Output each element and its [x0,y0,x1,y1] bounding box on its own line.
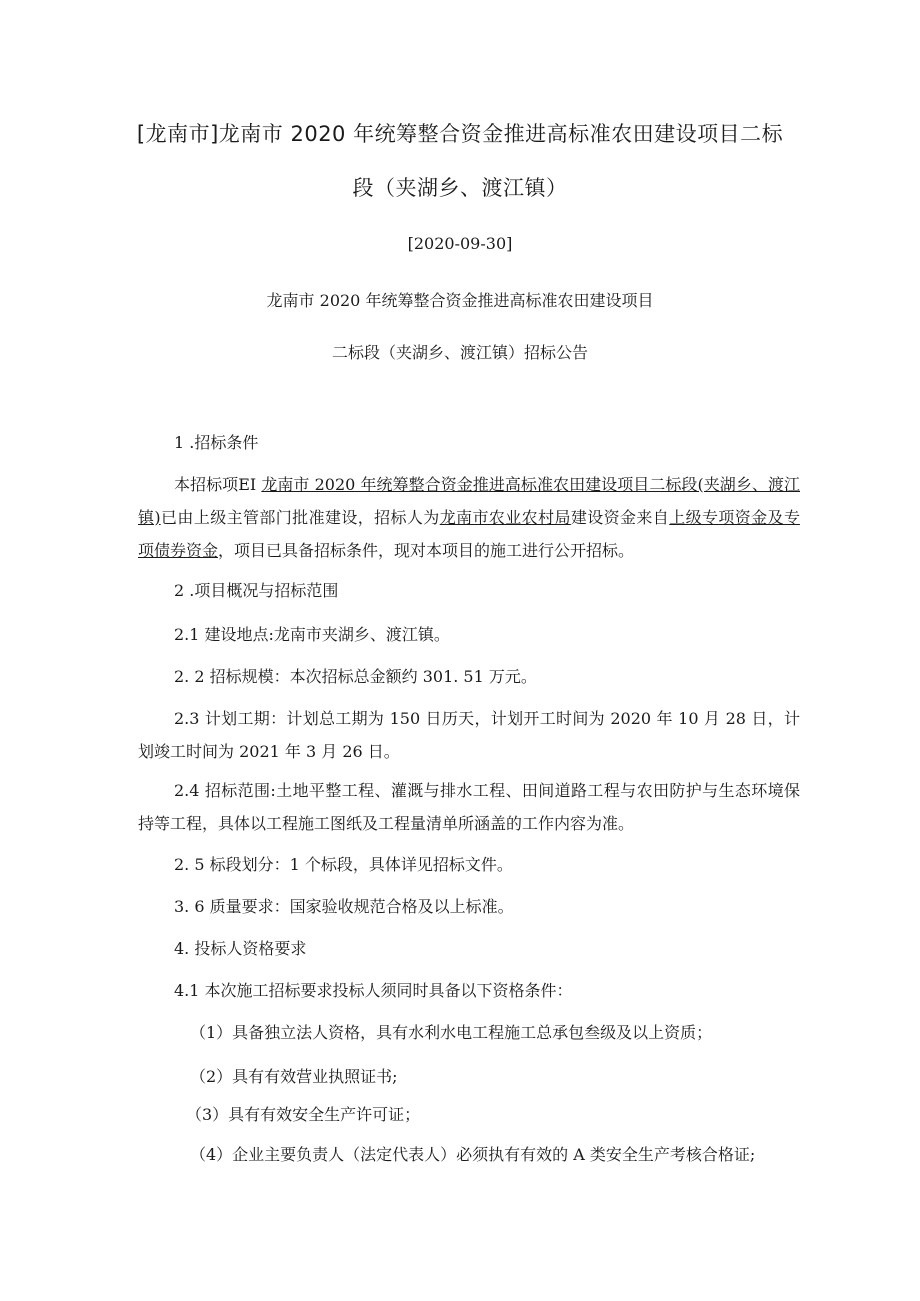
project-name: 龙南市 2020 年统筹整合资金推进高标准农田建设项目二标段(夹湖乡、渡江镇) [138,475,800,527]
text-run: 已由上级主管部门批准建设，招标人为 [160,508,440,527]
list-item: （2）具有有效营业执照证书; [190,1067,398,1086]
section-3-6: 3. 6 质量要求：国家验收规范合格及以上标准。 [174,897,514,916]
publish-date: [2020-09-30] [407,234,513,253]
section-2-5: 2. 5 标段划分：1 个标段，具体详见招标文件。 [174,855,513,874]
tenderer-name: 龙南市农业农村局 [439,508,571,527]
document-title-line2: 段（夹湖乡、渡江镇） [352,176,568,200]
section-2-heading: 2 .项目概况与招标范围 [174,581,339,600]
text-run: 本招标项EI [174,475,262,494]
section-4-heading: 4. 投标人资格要求 [174,939,307,958]
section-1-heading: 1 .招标条件 [174,433,259,452]
section-4-1: 4.1 本次施工招标要求投标人须同时具备以下资格条件： [174,981,573,1000]
section-2-2: 2. 2 招标规模：本次招标总金额约 301. 51 万元。 [174,667,537,686]
section-1-paragraph [138,468,800,567]
section-2-4: 2.4 招标范围:土地平整工程、灌溉与排水工程、田间道路工程与农田防护与生态环境保持等工程，具体以工程施工图纸及工程量清单所涵盖的工作内容为准。 [138,781,800,833]
funding-source: 上级专项资金及专项债券资金 [138,508,800,560]
document-title-line1: [龙南市]龙南市 2020 年统筹整合资金推进高标准农田建设项目二标 [136,122,784,146]
section-2-3: 2.3 计划工期：计划总工期为 150 日历天，计划开工时间为 2020 年 10 月 28 日，计划竣工时间为 2021 年 3 月 26 日。 [138,709,800,761]
list-item: （1）具备独立法人资格，具有水利水电工程施工总承包叁级及以上资质； [190,1023,713,1042]
list-item: （3）具有有效安全生产许可证； [186,1105,421,1124]
section-2-1: 2.1 建设地点:龙南市夹湖乡、渡江镇。 [174,625,450,644]
notice-title-line1: 龙南市 2020 年统筹整合资金推进高标准农田建设项目 [266,291,654,310]
text-run: ，项目已具备招标条件，现对本项目的施工进行公开招标。 [218,541,635,560]
notice-title-line2: 二标段（夹湖乡、渡江镇）招标公告 [331,343,588,362]
list-item: （4）企业主要负责人（法定代表人）必须执有有效的 A 类安全生产考核合格证; [190,1145,756,1164]
text-run: 建设资金来自 [570,508,670,527]
